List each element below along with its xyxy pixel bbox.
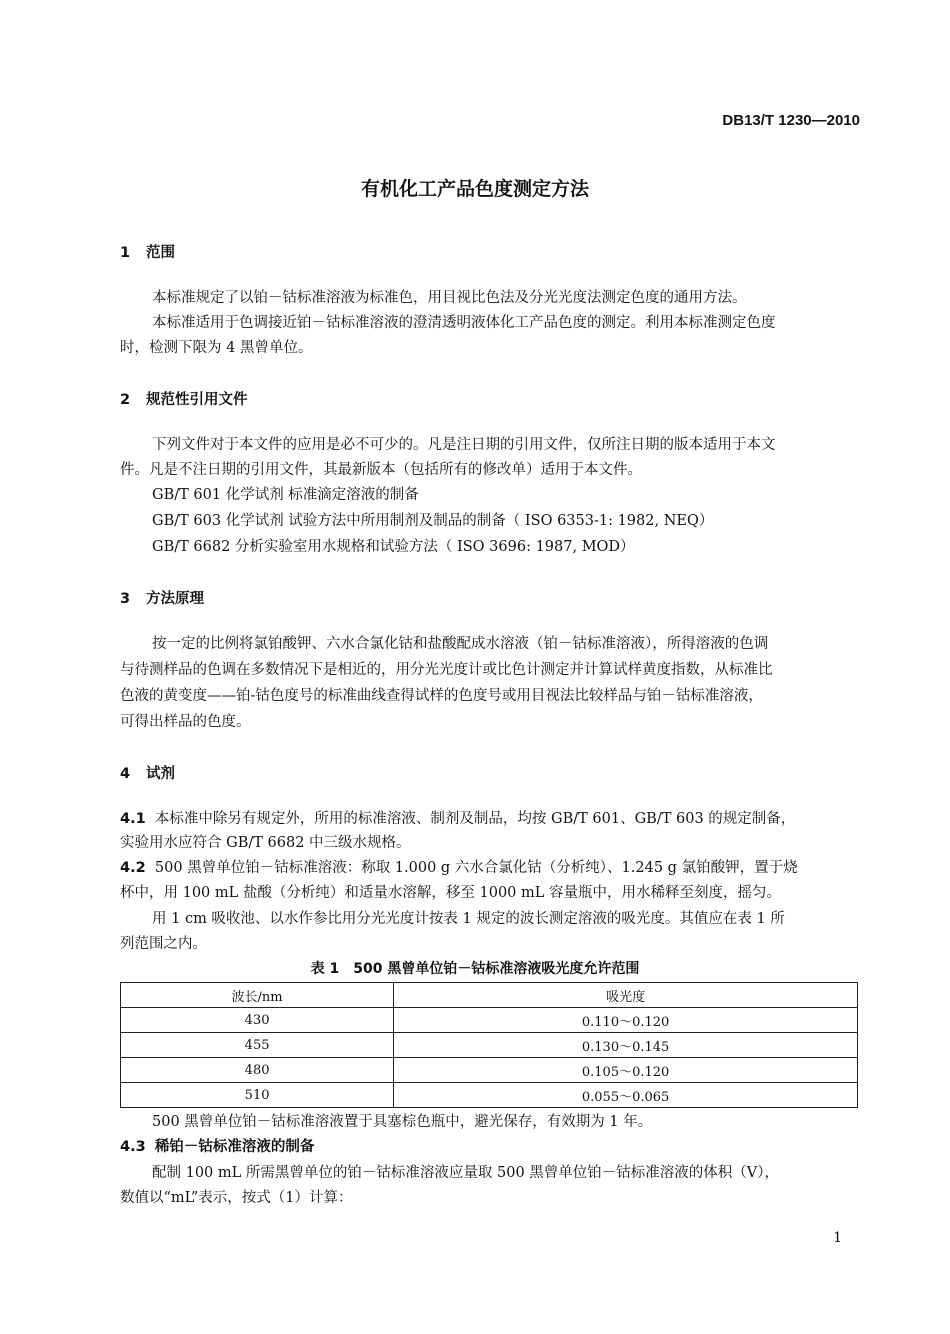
page-number: 1 (833, 1230, 842, 1246)
absorbance-cell: 0.110～0.120 (394, 1008, 858, 1033)
section-number: 2 (120, 392, 131, 408)
paragraph-continuation: 可得出样品的色度。 (120, 714, 251, 730)
wavelength-cell: 455 (121, 1033, 394, 1058)
reference-item: GB/T 601 化学试剂 标准滴定溶液的制备 (152, 487, 419, 503)
clause-text: 500 黑曾单位铂－钴标准溶液：称取 1.000 g 六水合氯化钴（分析纯）、1.245 g 氯铂酸钾，置于烧 (154, 860, 798, 876)
paragraph: 按一定的比例将氯铂酸钾、六水合氯化钴和盐酸配成水溶液（铂－钴标准溶液），所得溶液的色调 (152, 636, 769, 652)
absorbance-table (120, 982, 858, 1108)
section-title: 方法原理 (146, 591, 204, 607)
paragraph-continuation: 数值以“mL”表示，按式（1）计算： (120, 1190, 353, 1206)
section-title: 试剂 (146, 766, 175, 782)
paragraph-continuation: 杯中，用 100 mL 盐酸（分析纯）和适量水溶解，移至 1000 mL 容量瓶中，用水稀释至刻度，摇匀。 (120, 885, 781, 901)
table-row (121, 1008, 858, 1033)
clause-number: 4.2 (120, 860, 146, 876)
section-number: 4 (120, 766, 131, 782)
clause-4-3-heading (120, 1135, 314, 1160)
section-heading-1 (120, 241, 175, 262)
table-row (121, 1058, 858, 1083)
paragraph-continuation: 件。凡是不注日期的引用文件，其最新版本（包括所有的修改单）适用于本文件。 (120, 462, 642, 478)
document-code: DB13/T 1230—2010 (722, 112, 860, 129)
paragraph: 配制 100 mL 所需黑曾单位的铂－钴标准溶液应量取 500 黑曾单位铂－钴标准溶液的体积（V）， (152, 1165, 779, 1181)
section-heading-2 (120, 388, 248, 409)
absorbance-cell: 0.105～0.120 (394, 1058, 858, 1083)
column-header: 波长/nm (121, 983, 394, 1008)
table-header-row (121, 983, 858, 1008)
reference-item: GB/T 603 化学试剂 试验方法中所用制剂及制品的制备（ ISO 6353-1: 1982, NEQ） (152, 513, 714, 529)
paragraph: 本标准规定了以铂－钴标准溶液为标准色，用目视比色法及分光光度法测定色度的通用方法。 (152, 290, 747, 306)
reference-item: GB/T 6682 分析实验室用水规格和试验方法（ ISO 3696: 1987, MOD） (152, 539, 635, 555)
table-row (121, 1033, 858, 1058)
clause-4-1 (120, 807, 795, 832)
section-title: 范围 (146, 245, 175, 261)
wavelength-cell: 430 (121, 1008, 394, 1033)
paragraph-continuation: 色液的黄变度——铂-钴色度号的标准曲线查得试样的色度号或用目视法比较样品与铂－钴标准溶液， (120, 688, 763, 704)
document-title: 有机化工产品色度测定方法 (360, 178, 589, 200)
paragraph: 本标准适用于色调接近铂－钴标准溶液的澄清透明液体化工产品色度的测定。利用本标准测定色度 (152, 315, 776, 331)
paragraph: 500 黑曾单位铂－钴标准溶液置于具塞棕色瓶中，避光保存，有效期为 1 年。 (152, 1114, 653, 1130)
paragraph-continuation: 列范围之内。 (120, 936, 207, 952)
paragraph: 下列文件对于本文件的应用是必不可少的。凡是注日期的引用文件，仅所注日期的版本适用于本文 (152, 437, 776, 453)
section-heading-4 (120, 762, 175, 783)
column-header: 吸光度 (394, 983, 858, 1008)
paragraph-continuation: 时，检测下限为 4 黑曾单位。 (120, 340, 313, 356)
section-number: 1 (120, 245, 131, 261)
clause-number: 4.1 (120, 811, 146, 827)
section-title: 规范性引用文件 (146, 392, 248, 408)
clause-text: 本标准中除另有规定外，所用的标准溶液、制剂及制品，均按 GB/T 601、GB/T 603 的规定制备， (154, 811, 796, 827)
paragraph-continuation: 实验用水应符合 GB/T 6682 中三级水规格。 (120, 835, 411, 851)
clause-title: 稀铂－钴标准溶液的制备 (154, 1139, 315, 1155)
paragraph-continuation: 与待测样品的色调在多数情况下是相近的，用分光光度计或比色计测定并计算试样黄度指数，从标准比 (120, 662, 773, 678)
section-heading-3 (120, 587, 204, 608)
clause-number: 4.3 (120, 1139, 146, 1155)
section-number: 3 (120, 591, 131, 607)
absorbance-cell: 0.130～0.145 (394, 1033, 858, 1058)
clause-4-2 (120, 856, 798, 881)
paragraph: 用 1 cm 吸收池、以水作参比用分光光度计按表 1 规定的波长测定溶液的吸光度。其值应在表 1 所 (152, 911, 785, 927)
table-caption: 表 1 500 黑曾单位铂－钴标准溶液吸光度允许范围 (310, 961, 640, 977)
table-row (121, 1083, 858, 1108)
wavelength-cell: 480 (121, 1058, 394, 1083)
wavelength-cell: 510 (121, 1083, 394, 1108)
absorbance-cell: 0.055～0.065 (394, 1083, 858, 1108)
